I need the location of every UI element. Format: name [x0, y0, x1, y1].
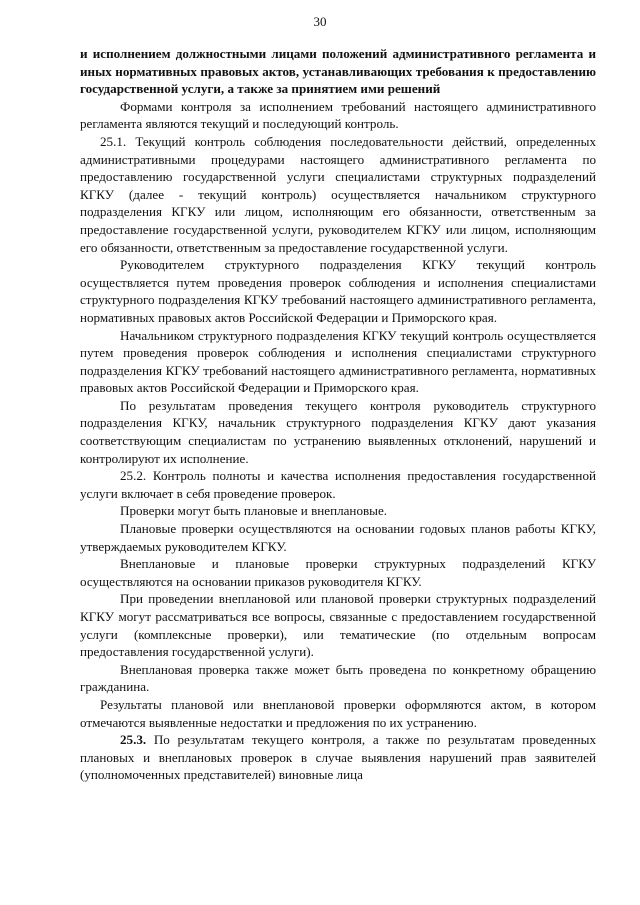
clause-number: 25.3. — [120, 732, 147, 748]
paragraph: 25.2. Контроль полноты и качества исполнения предоставления государственной услуги включает в себя проведение проверок. — [80, 468, 596, 501]
paragraph-text: По результатам текущего контроля, а также по результатам проведенных плановых и внеплановых проверок в случае выявления нарушений прав заявителей (уполномоченных представителей) виновные лица — [80, 732, 596, 783]
paragraph: Внеплановые и плановые проверки структурных подразделений КГКУ осуществляются на основании приказов руководителя КГКУ. — [80, 556, 596, 589]
paragraph: Руководителем структурного подразделения КГКУ текущий контроль осуществляется путем проведения проверок соблюдения и исполнения специалистами структурного подразделения КГКУ требований настоящего административного регламента, нормативных правовых актов Российской Федерации и Приморского края. — [80, 257, 596, 325]
paragraph: Плановые проверки осуществляются на основании годовых планов работы КГКУ, утверждаемых руководителем КГКУ. — [80, 521, 596, 554]
page-number: 30 — [313, 14, 327, 29]
paragraph: 25.1. Текущий контроль соблюдения последовательности действий, определенных административными процедурами настоящего административного регламента по предоставлению государственной услуги специалистами структурных подразделений КГКУ (далее - текущий контроль) осуществляется начальником структурного подразделения КГКУ или лицом, исполняющим его обязанности, ответственным за предоставление государственной услуги, руководителем КГКУ или лицом, исполняющим его обязанности, ответственным за предоставление государственной услуги. — [80, 133, 596, 255]
document-body — [80, 45, 596, 784]
paragraph: Формами контроля за исполнением требований настоящего административного регламента являются текущий и последующий контроль. — [80, 98, 596, 132]
paragraph: Результаты плановой или внеплановой проверки оформляются актом, в котором отмечаются выявленные недостатки и предложения по их устранению. — [80, 696, 596, 730]
paragraph: Проверки могут быть плановые и внеплановые. — [120, 503, 388, 519]
paragraph — [80, 731, 596, 784]
paragraph: Внеплановая проверка также может быть проведена по конкретному обращению гражданина. — [80, 661, 596, 695]
paragraph: Начальником структурного подразделения КГКУ текущий контроль осуществляется путем проведения проверок соблюдения и исполнения специалистами структурного подразделения КГКУ требований настоящего административного регламента, нормативных правовых актов Российской Федерации и Приморского края. — [80, 327, 596, 396]
paragraph: По результатам проведения текущего контроля руководитель структурного подразделения КГКУ, начальник структурного подразделения КГКУ дают указания соответствующим специалистам по устранению выявленных отклонений, нарушений и контролируют их исполнение. — [80, 397, 596, 466]
paragraph: При проведении внеплановой или плановой проверки структурных подразделений КГКУ могут рассматриваться все вопросы, связанные с предоставлением государственной услуги (комплексные проверки), или тематические (по отдельным вопросам предоставления государственной услуги). — [80, 591, 596, 660]
section-heading: и исполнением должностными лицами положений административного регламента и иных нормативных правовых актов, устанавливающих требования к предоставлению государственной услуги, а также за принятием ими решений — [80, 46, 596, 97]
